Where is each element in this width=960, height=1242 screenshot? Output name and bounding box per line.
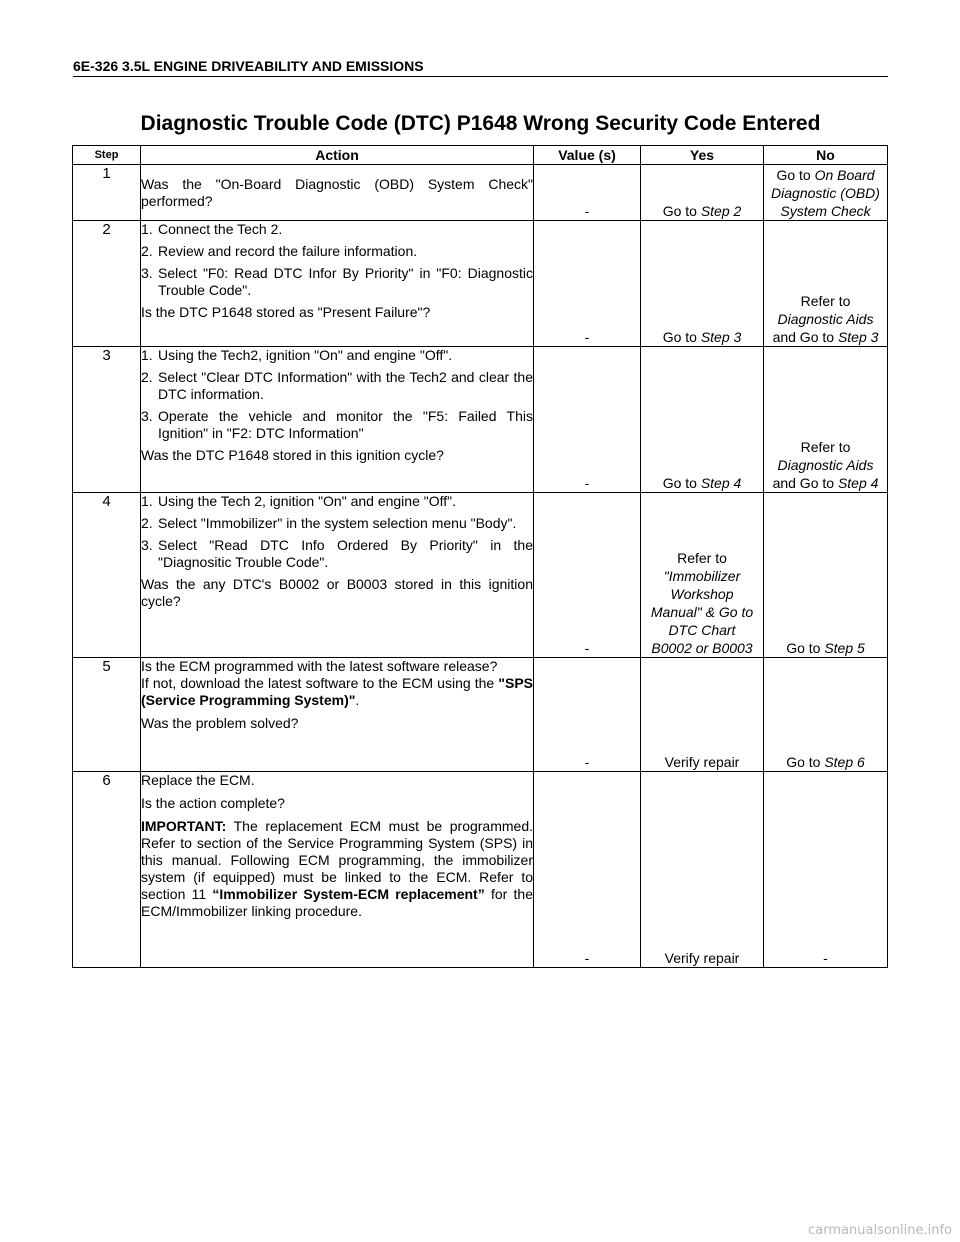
action-cell <box>141 772 534 968</box>
step-number: 2 <box>73 221 141 347</box>
yes-text: Go to <box>662 203 701 219</box>
action-text: If not, download the latest software to the ECM using the "SPS (Service Programming System)". <box>141 675 533 708</box>
action-item: 1. Connect the Tech 2. <box>141 221 283 237</box>
action-question: Was the problem solved? <box>141 715 299 731</box>
step-number: 5 <box>73 658 141 772</box>
yes-cell: Refer to "Immobilizer Workshop Manual" & Go to DTC Chart B0002 or B0003 <box>641 493 764 658</box>
yes-step-link[interactable]: Step 4 <box>700 475 742 491</box>
no-text: Go to <box>776 167 815 183</box>
value-cell: - <box>534 165 641 221</box>
page-title: Diagnostic Trouble Code (DTC) P1648 Wrong Security Code Entered <box>140 112 821 135</box>
no-cell: Refer to Diagnostic Aids and Go to Step 3 <box>764 221 888 347</box>
immobilizer-manual-link[interactable]: "Immobilizer Workshop Manual" & Go to DTC Chart B0002 or B0003 <box>650 568 754 656</box>
no-step-link[interactable]: Step 4 <box>837 475 879 491</box>
diagnostic-aids-link[interactable]: Diagnostic Aids <box>777 457 874 473</box>
action-question: Was the DTC P1648 stored in this ignition cycle? <box>141 447 444 463</box>
yes-step-link[interactable]: Step 2 <box>700 203 742 219</box>
step-number: 1 <box>73 165 141 221</box>
no-step-link[interactable]: Step 6 <box>824 754 865 770</box>
action-item: 3. Select "F0: Read DTC Infor By Priority" in "F0: Diagnostic Trouble Code". <box>141 265 533 298</box>
no-step-link[interactable]: Step 3 <box>837 329 879 345</box>
page-header: 6E-326 3.5L ENGINE DRIVEABILITY AND EMISSIONS <box>73 58 888 77</box>
header-step: Step <box>73 146 141 165</box>
table-row <box>73 347 888 493</box>
table-row <box>73 772 888 968</box>
immobilizer-ecm-bold: “Immobilizer System-ECM replacement” <box>212 886 485 902</box>
value-cell: - <box>534 347 641 493</box>
no-cell: Go to Step 6 <box>764 658 888 772</box>
important-note: IMPORTANT: The replacement ECM must be programmed. Refer to section of the Service Programming System (SPS) in this manual. Following ECM programming, the immobilizer system (if equipped) must be linked to the ECM. Refer to section 11 “Immobilizer System-ECM replacement” for the ECM/Immobilizer linking procedure. <box>141 818 533 919</box>
yes-cell: Verify repair <box>641 658 764 772</box>
step-number: 3 <box>73 347 141 493</box>
yes-cell: Verify repair <box>641 772 764 968</box>
table-row <box>73 221 888 347</box>
yes-cell: Go to Step 4 <box>641 347 764 493</box>
action-question: Is the action complete? <box>141 795 285 811</box>
header-no: No <box>764 146 888 165</box>
yes-step-link[interactable]: Step 3 <box>700 329 742 345</box>
action-question: Was the any DTC's B0002 or B0003 stored in this ignition cycle? <box>141 576 533 609</box>
no-cell: Refer to Diagnostic Aids and Go to Step 4 <box>764 347 888 493</box>
yes-cell: Go to Step 3 <box>641 221 764 347</box>
value-cell: - <box>534 493 641 658</box>
header-value: Value (s) <box>534 146 641 165</box>
action-item: 3. Select "Read DTC Info Ordered By Priority" in the "Diagnositic Trouble Code". <box>141 537 533 570</box>
action-item: 1. Using the Tech 2, ignition "On" and engine "Off". <box>141 493 456 509</box>
yes-cell <box>641 165 764 221</box>
no-obd-link[interactable]: On Board Diagnostic (OBD) System Check <box>771 167 880 219</box>
table-row <box>73 658 888 772</box>
sps-bold-text: "SPS (Service Programming System)" <box>141 675 533 708</box>
table-row <box>73 165 888 221</box>
action-question: Is the DTC P1648 stored as "Present Failure"? <box>141 304 431 320</box>
header-yes: Yes <box>641 146 764 165</box>
action-cell <box>141 658 534 772</box>
action-item: 2. Select "Clear DTC Information" with the Tech2 and clear the DTC information. <box>141 369 533 402</box>
action-cell <box>141 347 534 493</box>
dtc-table <box>72 145 888 968</box>
action-text: Is the ECM programmed with the latest software release? <box>141 658 498 674</box>
no-step-link[interactable]: Step 5 <box>824 640 865 656</box>
diagnostic-aids-link[interactable]: Diagnostic Aids <box>777 311 874 327</box>
watermark: carmanualsonline.info <box>808 1223 952 1238</box>
action-question: Was the "On-Board Diagnostic (OBD) System Check" performed? <box>141 175 533 209</box>
no-cell <box>764 165 888 221</box>
value-cell: - <box>534 221 641 347</box>
action-item: 1. Using the Tech2, ignition "On" and engine "Off". <box>141 347 453 363</box>
table-header-row <box>73 146 888 165</box>
header-action: Action <box>141 146 534 165</box>
no-cell: Go to Step 5 <box>764 493 888 658</box>
table-row <box>73 493 888 658</box>
important-label: IMPORTANT: <box>141 818 227 834</box>
action-item: 3. Operate the vehicle and monitor the "F5: Failed This Ignition" in "F2: DTC Information" <box>141 408 533 441</box>
action-item: 2. Select "Immobilizer" in the system selection menu "Body". <box>141 515 517 531</box>
step-number: 4 <box>73 493 141 658</box>
value-cell: - <box>534 658 641 772</box>
no-cell: - <box>764 772 888 968</box>
step-number: 6 <box>73 772 141 968</box>
action-cell <box>141 493 534 658</box>
action-item: 2. Review and record the failure information. <box>141 243 418 259</box>
value-cell: - <box>534 772 641 968</box>
action-cell <box>141 165 534 221</box>
action-cell <box>141 221 534 347</box>
action-text: Replace the ECM. <box>141 772 255 788</box>
